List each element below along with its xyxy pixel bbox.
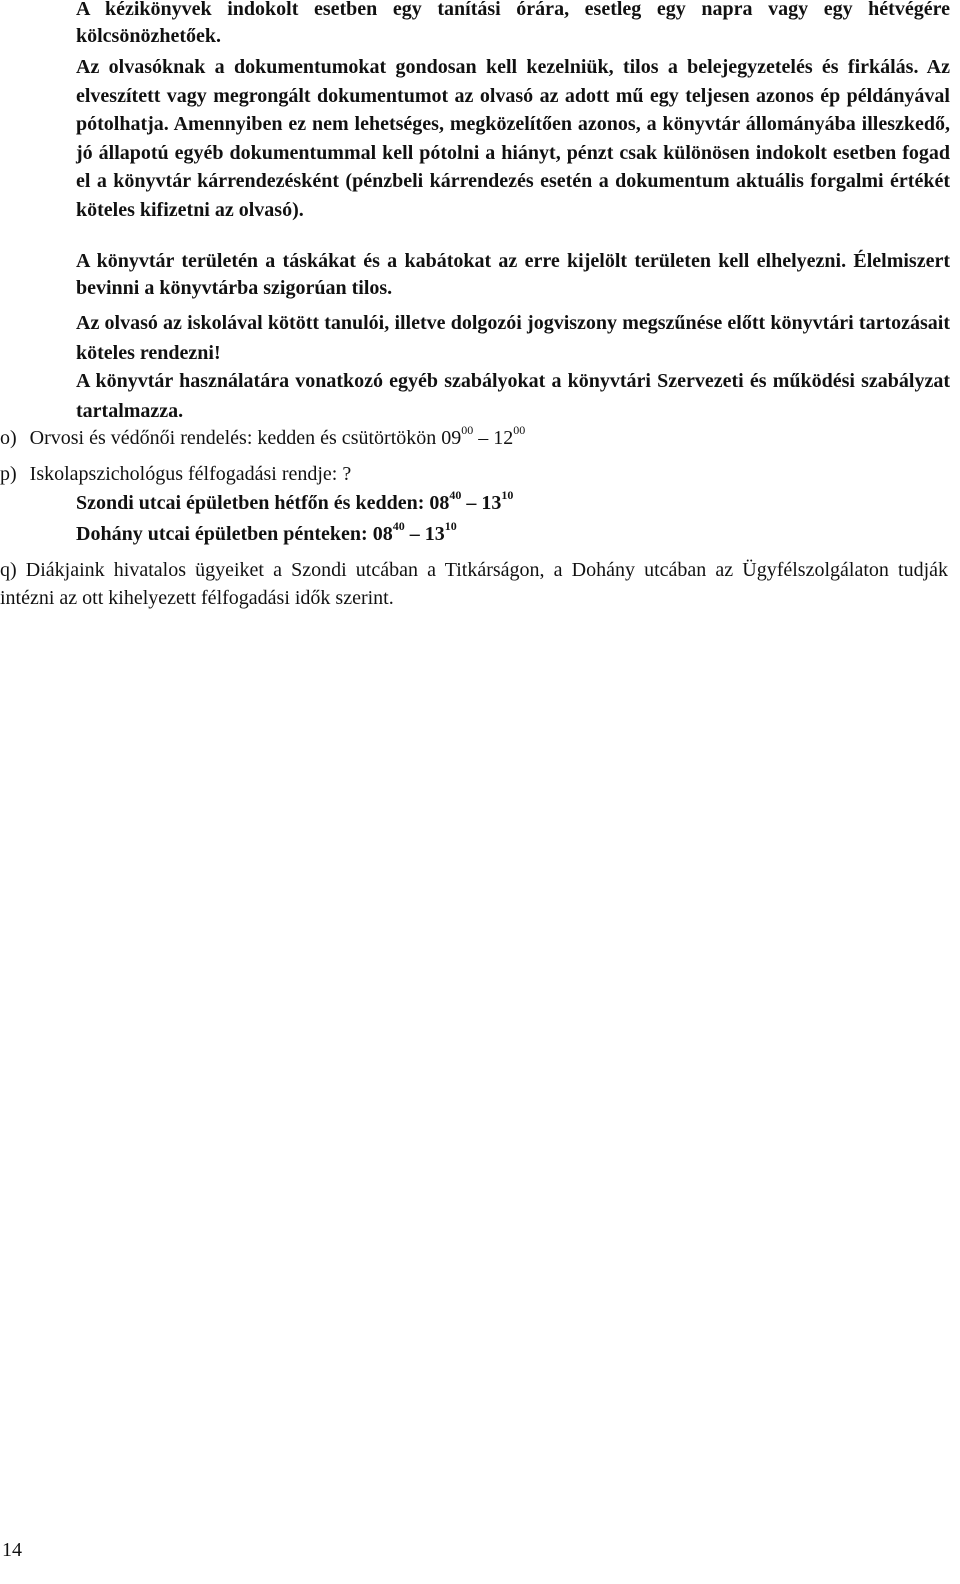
paragraph-bags-coats: A könyvtár területén a táskákat és a kabátokat az erre kijelölt területen kell elhelyezni. Élelmiszert bevinni a könyvtárba szigorúan tilos. <box>76 250 950 299</box>
item-o-medical <box>0 425 950 452</box>
item-p-psychologist <box>0 461 950 488</box>
paragraph-debts: Az olvasó az iskolával kötött tanulói, illetve dolgozói jogviszony megszűnése előtt könyvtári tartozásait köteles rendezni! <box>76 312 950 364</box>
item-text: Diákjaink hivatalos ügyeiket a Szondi utcában a Titkárságon, a Dohány utcában az Ügyfélszolgálaton tudják intézni az ott kihelyezett félfogadási idők szerint. <box>0 559 949 609</box>
time-superscript: 40 <box>449 488 462 503</box>
schedule-text: Dohány utcai épületben pénteken: 08 <box>76 523 393 545</box>
time-superscript: 00 <box>461 423 474 438</box>
time-superscript: 40 <box>392 519 405 534</box>
item-marker: o) <box>0 427 17 449</box>
time-range-end: – 13 <box>461 492 502 514</box>
item-text: Orvosi és védőnői rendelés: kedden és csütörtökön 09 <box>29 427 462 449</box>
time-superscript: 10 <box>444 519 457 534</box>
page-number: 14 <box>2 1539 22 1561</box>
paragraph-other-rules: A könyvtár használatára vonatkozó egyéb szabályokat a könyvtári Szervezeti és működési szabályzat tartalmazza. <box>76 370 950 422</box>
schedule-szondi <box>76 490 513 517</box>
item-text: Iskolapszichológus félfogadási rendje: ? <box>29 463 352 485</box>
item-marker: q) <box>0 559 17 581</box>
paragraph-document-handling: Az olvasóknak a dokumentumokat gondosan kell kezelniük, tilos a belejegyzetelés és firkálás. Az elveszített vagy megrongált dokumentumot az olvasó az adott mű egy teljesen azonos ép példányával pótolhatja. Amennyiben ez nem lehetséges, megközelítően azonos, a könyvtár állományába illeszkedő, jó állapotú egyéb dokumentummal kell pótolni a hiányt, pénzt csak különösen indokolt esetben fogad el a könyvtár kárrendezésként (pénzbeli kárrendezés esetén a dokumentum aktuális forgalmi értékét köteles kifizetni az olvasó). <box>76 56 950 221</box>
time-range-end: – 13 <box>404 523 445 545</box>
schedule-text: Szondi utcai épületben hétfőn és kedden: 08 <box>76 492 450 514</box>
time-superscript: 00 <box>513 423 526 438</box>
paragraph-handbooks: A kézikönyvek indokolt esetben egy tanítási órára, esetleg egy napra vagy egy hétvégére kölcsönözhetőek. <box>76 0 950 47</box>
time-superscript: 10 <box>501 488 514 503</box>
item-marker: p) <box>0 463 17 485</box>
schedule-dohany <box>76 521 457 548</box>
item-q-administration <box>0 556 948 612</box>
time-range-end: – 12 <box>473 427 514 449</box>
